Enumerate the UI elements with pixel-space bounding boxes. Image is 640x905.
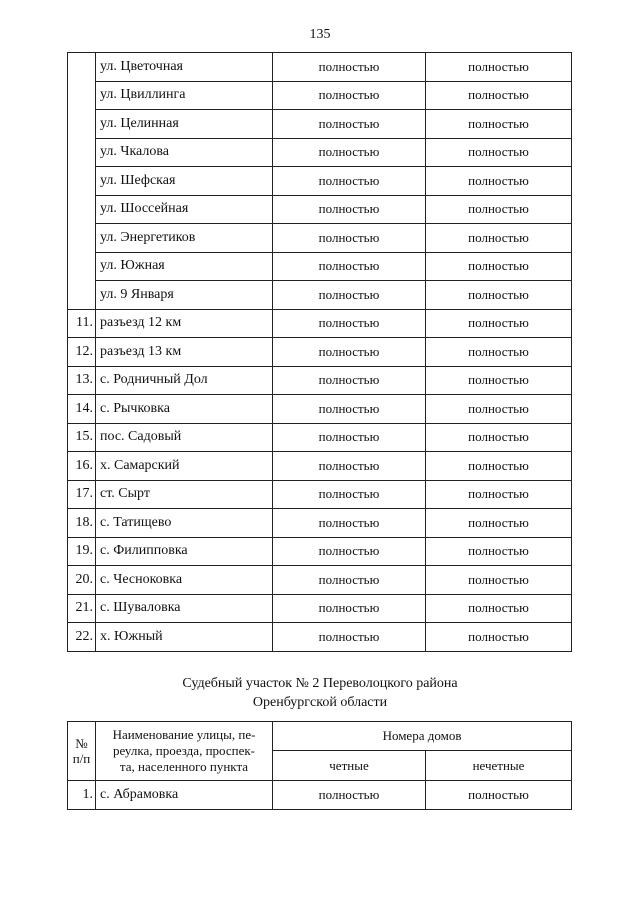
row-number: 1. — [68, 781, 96, 810]
table-row — [68, 252, 572, 281]
row-odd: полностью — [426, 195, 572, 224]
header-name-line-3: та, населенного пункта — [119, 759, 249, 774]
row-even: полностью — [273, 395, 426, 424]
row-number — [68, 281, 96, 310]
row-number: 18. — [68, 509, 96, 538]
row-odd: полностью — [426, 252, 572, 281]
row-name: разъезд 13 км — [96, 338, 273, 367]
row-even: полностью — [273, 195, 426, 224]
row-odd: полностью — [426, 167, 572, 196]
table-row — [68, 167, 572, 196]
row-odd: полностью — [426, 53, 572, 82]
row-odd: полностью — [426, 480, 572, 509]
row-even: полностью — [273, 309, 426, 338]
row-number: 22. — [68, 623, 96, 652]
row-odd: полностью — [426, 224, 572, 253]
streets-table-continued — [67, 52, 572, 652]
row-number: 11. — [68, 309, 96, 338]
row-number: 14. — [68, 395, 96, 424]
row-even: полностью — [273, 480, 426, 509]
header-name-line-1: Наименование улицы, пе- — [112, 727, 256, 742]
header-street-name — [96, 722, 273, 781]
row-odd: полностью — [426, 537, 572, 566]
row-name: ул. Южная — [96, 252, 273, 281]
row-odd: полностью — [426, 623, 572, 652]
row-number — [68, 110, 96, 139]
row-name: х. Самарский — [96, 452, 273, 481]
row-name: разъезд 12 км — [96, 309, 273, 338]
row-even: полностью — [273, 594, 426, 623]
row-even: полностью — [273, 53, 426, 82]
table-row — [68, 338, 572, 367]
table-row — [68, 110, 572, 139]
row-number — [68, 81, 96, 110]
row-number — [68, 252, 96, 281]
table-row — [68, 309, 572, 338]
row-name: ул. Цветочная — [96, 53, 273, 82]
row-name: ул. Чкалова — [96, 138, 273, 167]
row-odd: полностью — [426, 309, 572, 338]
row-odd: полностью — [426, 781, 572, 810]
row-number — [68, 53, 96, 82]
row-odd: полностью — [426, 594, 572, 623]
row-name: ул. Шефская — [96, 167, 273, 196]
header-number — [68, 722, 96, 781]
row-number — [68, 224, 96, 253]
row-name: с. Родничный Дол — [96, 366, 273, 395]
table-row — [68, 53, 572, 82]
row-number: 20. — [68, 566, 96, 595]
row-number — [68, 195, 96, 224]
row-even: полностью — [273, 338, 426, 367]
row-name: ул. Целинная — [96, 110, 273, 139]
section-title — [0, 674, 640, 712]
table-row — [68, 452, 572, 481]
row-number: 15. — [68, 423, 96, 452]
row-even: полностью — [273, 81, 426, 110]
row-name: ул. Шоссейная — [96, 195, 273, 224]
row-even: полностью — [273, 509, 426, 538]
row-number — [68, 138, 96, 167]
row-even: полностью — [273, 138, 426, 167]
row-odd: полностью — [426, 509, 572, 538]
header-number-line-1: № — [75, 736, 88, 751]
row-odd: полностью — [426, 81, 572, 110]
row-even: полностью — [273, 537, 426, 566]
row-odd: полностью — [426, 566, 572, 595]
row-number: 19. — [68, 537, 96, 566]
table-row — [68, 480, 572, 509]
row-number: 12. — [68, 338, 96, 367]
table-row — [68, 195, 572, 224]
row-even: полностью — [273, 167, 426, 196]
row-even: полностью — [273, 281, 426, 310]
table-row — [68, 395, 572, 424]
row-name: ст. Сырт — [96, 480, 273, 509]
page-number: 135 — [309, 27, 331, 42]
table-row — [68, 623, 572, 652]
table-row — [68, 509, 572, 538]
table-row — [68, 781, 572, 810]
row-name: с. Шуваловка — [96, 594, 273, 623]
row-name: с. Татищево — [96, 509, 273, 538]
row-name: х. Южный — [96, 623, 273, 652]
table-row — [68, 423, 572, 452]
table-row — [68, 594, 572, 623]
row-odd: полностью — [426, 423, 572, 452]
table-row — [68, 366, 572, 395]
header-house-numbers: Номера домов — [273, 722, 572, 751]
table-header-row — [68, 722, 572, 751]
row-number — [68, 167, 96, 196]
row-number: 13. — [68, 366, 96, 395]
header-name-line-2: реулка, проезда, проспек- — [112, 743, 255, 758]
row-odd: полностью — [426, 281, 572, 310]
row-name: пос. Садовый — [96, 423, 273, 452]
table-row — [68, 537, 572, 566]
row-number: 21. — [68, 594, 96, 623]
table-row — [68, 224, 572, 253]
row-even: полностью — [273, 252, 426, 281]
row-odd: полностью — [426, 395, 572, 424]
row-name: с. Абрамовка — [96, 781, 273, 810]
row-even: полностью — [273, 781, 426, 810]
table-row — [68, 281, 572, 310]
row-name: ул. Цвиллинга — [96, 81, 273, 110]
header-even: четные — [273, 751, 426, 781]
row-name: ул. 9 Января — [96, 281, 273, 310]
section-title-line-1: Судебный участок № 2 Переволоцкого района — [182, 676, 458, 691]
row-odd: полностью — [426, 110, 572, 139]
row-name: с. Филипповка — [96, 537, 273, 566]
row-even: полностью — [273, 452, 426, 481]
header-odd: нечетные — [426, 751, 572, 781]
row-odd: полностью — [426, 338, 572, 367]
row-odd: полностью — [426, 138, 572, 167]
court-district-2-table — [67, 721, 572, 810]
row-even: полностью — [273, 366, 426, 395]
row-number: 16. — [68, 452, 96, 481]
row-even: полностью — [273, 623, 426, 652]
table-row — [68, 81, 572, 110]
row-name: с. Рычковка — [96, 395, 273, 424]
section-title-line-2: Оренбургской области — [252, 695, 388, 710]
row-even: полностью — [273, 224, 426, 253]
header-number-line-2: п/п — [72, 751, 91, 766]
row-name: ул. Энергетиков — [96, 224, 273, 253]
row-number: 17. — [68, 480, 96, 509]
row-even: полностью — [273, 566, 426, 595]
row-odd: полностью — [426, 366, 572, 395]
row-even: полностью — [273, 423, 426, 452]
table-row — [68, 138, 572, 167]
row-odd: полностью — [426, 452, 572, 481]
row-name: с. Чесноковка — [96, 566, 273, 595]
row-even: полностью — [273, 110, 426, 139]
table-row — [68, 566, 572, 595]
